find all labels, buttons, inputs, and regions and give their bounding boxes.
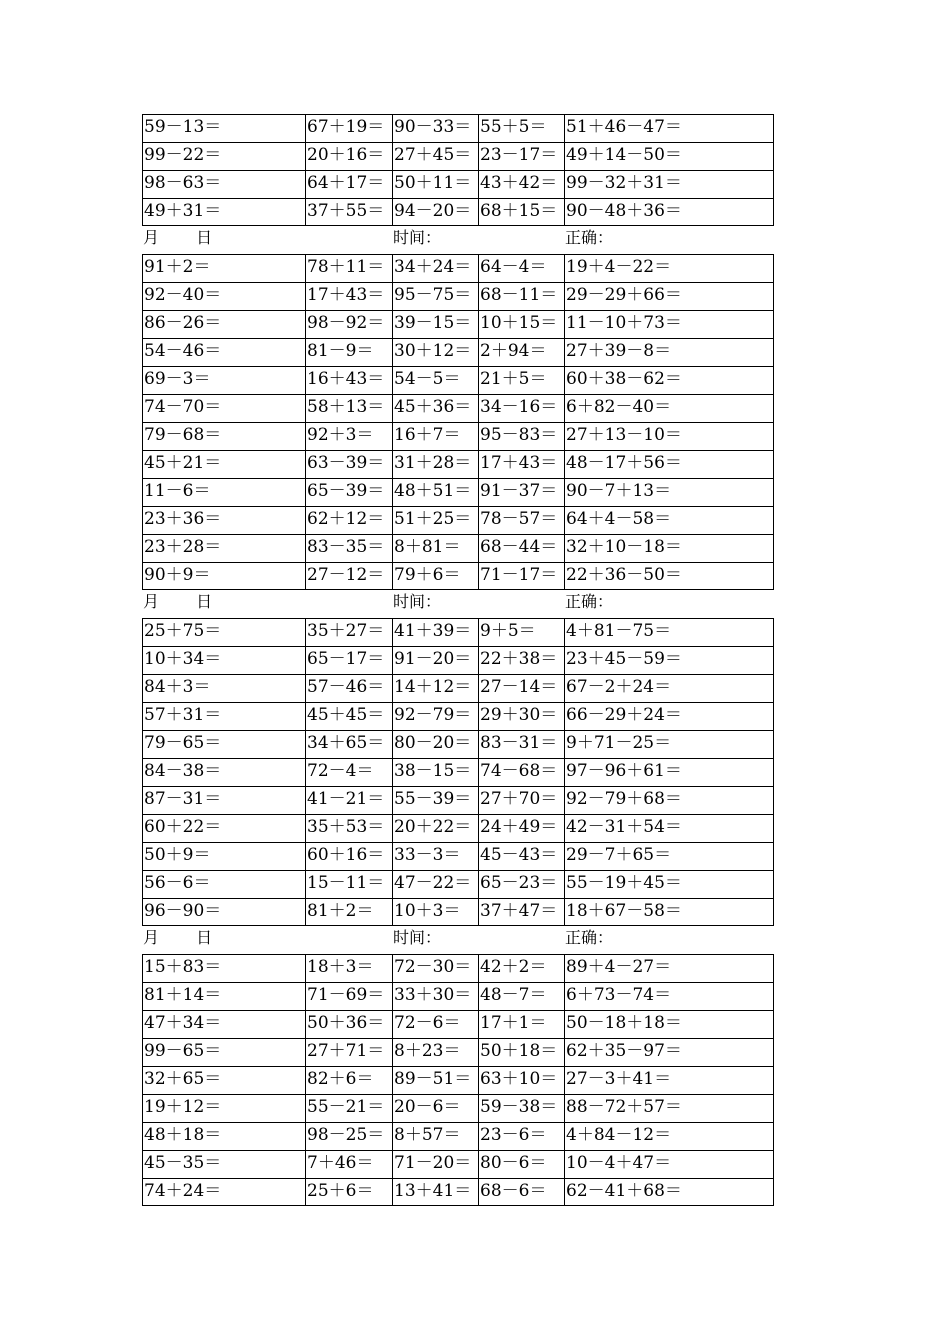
problem-table (142, 618, 776, 926)
problem-cell: 90－33＝ (392, 114, 478, 142)
problem-cell: 71－69＝ (305, 982, 392, 1010)
problem-cell: 92－79＝ (392, 702, 478, 730)
problem-row (142, 702, 776, 730)
problem-cell: 64－4＝ (478, 254, 564, 282)
problem-cell: 35＋53＝ (305, 814, 392, 842)
time-label: 时间： (393, 928, 442, 947)
spacer (478, 226, 564, 254)
problem-cell: 22＋38＝ (478, 646, 564, 674)
problem-cell: 45＋36＝ (392, 394, 478, 422)
problem-row (142, 1150, 776, 1178)
problem-table (142, 954, 776, 1206)
problem-cell: 68－44＝ (478, 534, 564, 562)
problem-cell: 27＋13－10＝ (564, 422, 774, 450)
problem-cell: 11－6＝ (142, 478, 305, 506)
problem-cell: 13＋41＝ (392, 1178, 478, 1206)
problem-row (142, 814, 776, 842)
problem-cell: 23＋45－59＝ (564, 646, 774, 674)
problem-cell: 23＋36＝ (142, 506, 305, 534)
problem-row (142, 786, 776, 814)
problem-cell: 97－96＋61＝ (564, 758, 774, 786)
problem-cell: 67＋19＝ (305, 114, 392, 142)
problem-cell: 20＋22＝ (392, 814, 478, 842)
problem-cell: 20－6＝ (392, 1094, 478, 1122)
problem-cell: 10－4＋47＝ (564, 1150, 774, 1178)
problem-cell: 48－17＋56＝ (564, 450, 774, 478)
problem-cell: 29－7＋65＝ (564, 842, 774, 870)
problem-cell: 81＋2＝ (305, 898, 392, 926)
problem-cell: 68＋15＝ (478, 198, 564, 226)
problem-table (142, 254, 776, 590)
problem-cell: 72－4＝ (305, 758, 392, 786)
problem-row (142, 1094, 776, 1122)
problem-row (142, 478, 776, 506)
problem-cell: 18＋67－58＝ (564, 898, 774, 926)
problem-row (142, 394, 776, 422)
problem-cell: 92－40＝ (142, 282, 305, 310)
problem-row (142, 170, 776, 198)
problem-cell: 17＋1＝ (478, 1010, 564, 1038)
problem-cell: 23－17＝ (478, 142, 564, 170)
problem-cell: 41－21＝ (305, 786, 392, 814)
problem-cell: 71－17＝ (478, 562, 564, 590)
problem-cell: 14＋12＝ (392, 674, 478, 702)
problem-cell: 4＋81－75＝ (564, 618, 774, 646)
problem-cell: 51＋25＝ (392, 506, 478, 534)
problem-row (142, 1010, 776, 1038)
problem-cell: 27－14＝ (478, 674, 564, 702)
problem-row (142, 338, 776, 366)
problem-cell: 86－26＝ (142, 310, 305, 338)
problem-row (142, 1122, 776, 1150)
problem-cell: 63＋10＝ (478, 1066, 564, 1094)
problem-cell: 43＋42＝ (478, 170, 564, 198)
problem-row (142, 534, 776, 562)
problem-cell: 62＋35－97＝ (564, 1038, 774, 1066)
problem-cell: 31＋28＝ (392, 450, 478, 478)
problem-row (142, 422, 776, 450)
problem-cell: 80－6＝ (478, 1150, 564, 1178)
problem-cell: 41＋39＝ (392, 618, 478, 646)
problem-cell: 45－43＝ (478, 842, 564, 870)
problem-cell: 55＋5＝ (478, 114, 564, 142)
problem-cell: 49＋14－50＝ (564, 142, 774, 170)
date-label: 月 日 (143, 592, 213, 611)
problem-cell: 50－18＋18＝ (564, 1010, 774, 1038)
problem-cell: 54－46＝ (142, 338, 305, 366)
problem-cell: 48＋18＝ (142, 1122, 305, 1150)
problem-cell: 20＋16＝ (305, 142, 392, 170)
time-label: 时间： (393, 592, 442, 611)
problem-cell: 27＋70＝ (478, 786, 564, 814)
problem-cell: 92＋3＝ (305, 422, 392, 450)
problem-cell: 98－25＝ (305, 1122, 392, 1150)
problem-cell: 16＋43＝ (305, 366, 392, 394)
problem-cell: 95－83＝ (478, 422, 564, 450)
problem-cell: 55－39＝ (392, 786, 478, 814)
problem-cell: 56－6＝ (142, 870, 305, 898)
problem-cell: 64＋17＝ (305, 170, 392, 198)
problem-cell: 74－70＝ (142, 394, 305, 422)
problem-row (142, 310, 776, 338)
problem-cell: 9＋5＝ (478, 618, 564, 646)
problem-cell: 27＋45＝ (392, 142, 478, 170)
problem-cell: 22＋36－50＝ (564, 562, 774, 590)
problem-cell: 58＋13＝ (305, 394, 392, 422)
problem-row (142, 1066, 776, 1094)
problem-cell: 6＋82－40＝ (564, 394, 774, 422)
spacer (305, 226, 392, 254)
problem-cell: 34＋65＝ (305, 730, 392, 758)
problem-cell: 10＋15＝ (478, 310, 564, 338)
problem-cell: 79＋6＝ (392, 562, 478, 590)
problem-cell: 51＋46－47＝ (564, 114, 774, 142)
problem-cell: 59－13＝ (142, 114, 305, 142)
problem-cell: 84－38＝ (142, 758, 305, 786)
problem-cell: 33＋30＝ (392, 982, 478, 1010)
problem-cell: 88－72＋57＝ (564, 1094, 774, 1122)
problem-cell: 90＋9＝ (142, 562, 305, 590)
problem-cell: 49＋31＝ (142, 198, 305, 226)
problem-cell: 91－20＝ (392, 646, 478, 674)
problem-cell: 90－7＋13＝ (564, 478, 774, 506)
problem-cell: 89－51＝ (392, 1066, 478, 1094)
problem-cell: 68－6＝ (478, 1178, 564, 1206)
problem-cell: 48＋51＝ (392, 478, 478, 506)
problem-cell: 33－3＝ (392, 842, 478, 870)
problem-cell: 80－20＝ (392, 730, 478, 758)
problem-cell: 64＋4－58＝ (564, 506, 774, 534)
problem-cell: 15＋83＝ (142, 954, 305, 982)
problem-cell: 91－37＝ (478, 478, 564, 506)
problem-row (142, 114, 776, 142)
problem-cell: 50＋18＝ (478, 1038, 564, 1066)
problem-cell: 66－29＋24＝ (564, 702, 774, 730)
problem-cell: 25＋6＝ (305, 1178, 392, 1206)
problem-cell: 39－15＝ (392, 310, 478, 338)
problem-row (142, 1178, 776, 1206)
problem-cell: 50＋9＝ (142, 842, 305, 870)
problem-row (142, 506, 776, 534)
problem-cell: 8＋57＝ (392, 1122, 478, 1150)
problem-cell: 81＋14＝ (142, 982, 305, 1010)
correct-label: 正确： (565, 228, 614, 247)
problem-cell: 23－6＝ (478, 1122, 564, 1150)
problem-cell: 59－38＝ (478, 1094, 564, 1122)
problem-cell: 78＋11＝ (305, 254, 392, 282)
problem-cell: 34－16＝ (478, 394, 564, 422)
problem-row (142, 366, 776, 394)
problem-cell: 25＋75＝ (142, 618, 305, 646)
date-label: 月 日 (143, 228, 213, 247)
problem-row (142, 198, 776, 226)
problem-cell: 42＋2＝ (478, 954, 564, 982)
problem-row (142, 450, 776, 478)
problem-cell: 50＋36＝ (305, 1010, 392, 1038)
problem-cell: 57－46＝ (305, 674, 392, 702)
problem-cell: 63－39＝ (305, 450, 392, 478)
problem-cell: 78－57＝ (478, 506, 564, 534)
problem-cell: 81－9＝ (305, 338, 392, 366)
spacer (478, 590, 564, 618)
problem-cell: 98－92＝ (305, 310, 392, 338)
problem-cell: 69－3＝ (142, 366, 305, 394)
problem-cell: 37＋55＝ (305, 198, 392, 226)
problem-cell: 92－79＋68＝ (564, 786, 774, 814)
problem-cell: 48－7＝ (478, 982, 564, 1010)
spacer (478, 926, 564, 954)
time-label: 时间： (393, 228, 442, 247)
problem-row (142, 1038, 776, 1066)
record-line (142, 926, 776, 954)
problem-cell: 96－90＝ (142, 898, 305, 926)
problem-cell: 91＋2＝ (142, 254, 305, 282)
problem-cell: 65－17＝ (305, 646, 392, 674)
problem-cell: 21＋5＝ (478, 366, 564, 394)
problem-cell: 11－10＋73＝ (564, 310, 774, 338)
correct-label: 正确： (565, 928, 614, 947)
problem-cell: 30＋12＝ (392, 338, 478, 366)
problem-cell: 27＋39－8＝ (564, 338, 774, 366)
problem-cell: 10＋3＝ (392, 898, 478, 926)
record-line (142, 226, 776, 254)
problem-cell: 55－21＝ (305, 1094, 392, 1122)
problem-cell: 62－41＋68＝ (564, 1178, 774, 1206)
problem-cell: 99－22＝ (142, 142, 305, 170)
problem-cell: 42－31＋54＝ (564, 814, 774, 842)
problem-cell: 29＋30＝ (478, 702, 564, 730)
problem-cell: 4＋84－12＝ (564, 1122, 774, 1150)
problem-cell: 79－68＝ (142, 422, 305, 450)
problem-cell: 98－63＝ (142, 170, 305, 198)
problem-cell: 27－3＋41＝ (564, 1066, 774, 1094)
spacer (305, 590, 392, 618)
problem-cell: 32＋65＝ (142, 1066, 305, 1094)
problem-cell: 83－31＝ (478, 730, 564, 758)
problem-cell: 94－20＝ (392, 198, 478, 226)
problem-cell: 7＋46＝ (305, 1150, 392, 1178)
correct-label: 正确： (565, 592, 614, 611)
problem-cell: 34＋24＝ (392, 254, 478, 282)
problem-cell: 47＋34＝ (142, 1010, 305, 1038)
problem-cell: 45－35＝ (142, 1150, 305, 1178)
problem-cell: 19＋4－22＝ (564, 254, 774, 282)
problem-cell: 18＋3＝ (305, 954, 392, 982)
problem-row (142, 618, 776, 646)
problem-row (142, 870, 776, 898)
problem-row (142, 758, 776, 786)
problem-cell: 95－75＝ (392, 282, 478, 310)
problem-row (142, 842, 776, 870)
problem-row (142, 982, 776, 1010)
problem-cell: 65－23＝ (478, 870, 564, 898)
problem-cell: 2＋94＝ (478, 338, 564, 366)
problem-cell: 27＋71＝ (305, 1038, 392, 1066)
problem-cell: 55－19＋45＝ (564, 870, 774, 898)
problem-cell: 72－30＝ (392, 954, 478, 982)
spacer (305, 926, 392, 954)
problem-cell: 23＋28＝ (142, 534, 305, 562)
problem-cell: 38－15＝ (392, 758, 478, 786)
problem-cell: 67－2＋24＝ (564, 674, 774, 702)
problem-cell: 71－20＝ (392, 1150, 478, 1178)
worksheet (142, 114, 776, 1206)
problem-cell: 99－32＋31＝ (564, 170, 774, 198)
problem-table (142, 114, 776, 226)
problem-cell: 60＋38－62＝ (564, 366, 774, 394)
problem-cell: 79－65＝ (142, 730, 305, 758)
problem-cell: 54－5＝ (392, 366, 478, 394)
problem-cell: 35＋27＝ (305, 618, 392, 646)
problem-cell: 9＋71－25＝ (564, 730, 774, 758)
problem-cell: 68－11＝ (478, 282, 564, 310)
problem-cell: 60＋16＝ (305, 842, 392, 870)
problem-cell: 87－31＝ (142, 786, 305, 814)
problem-cell: 16＋7＝ (392, 422, 478, 450)
problem-cell: 83－35＝ (305, 534, 392, 562)
problem-cell: 8＋81＝ (392, 534, 478, 562)
problem-cell: 47－22＝ (392, 870, 478, 898)
problem-cell: 90－48＋36＝ (564, 198, 774, 226)
problem-cell: 27－12＝ (305, 562, 392, 590)
record-line (142, 590, 776, 618)
problem-cell: 29－29＋66＝ (564, 282, 774, 310)
problem-cell: 8＋23＝ (392, 1038, 478, 1066)
problem-cell: 17＋43＝ (478, 450, 564, 478)
problem-cell: 74＋24＝ (142, 1178, 305, 1206)
problem-cell: 45＋45＝ (305, 702, 392, 730)
problem-row (142, 646, 776, 674)
problem-cell: 57＋31＝ (142, 702, 305, 730)
problem-cell: 62＋12＝ (305, 506, 392, 534)
problem-cell: 60＋22＝ (142, 814, 305, 842)
problem-cell: 15－11＝ (305, 870, 392, 898)
problem-cell: 84＋3＝ (142, 674, 305, 702)
problem-cell: 74－68＝ (478, 758, 564, 786)
problem-row (142, 730, 776, 758)
problem-cell: 32＋10－18＝ (564, 534, 774, 562)
problem-row (142, 674, 776, 702)
problem-cell: 24＋49＝ (478, 814, 564, 842)
problem-cell: 37＋47＝ (478, 898, 564, 926)
problem-cell: 19＋12＝ (142, 1094, 305, 1122)
problem-row (142, 562, 776, 590)
problem-cell: 45＋21＝ (142, 450, 305, 478)
problem-cell: 10＋34＝ (142, 646, 305, 674)
problem-cell: 65－39＝ (305, 478, 392, 506)
problem-row (142, 954, 776, 982)
problem-cell: 6＋73－74＝ (564, 982, 774, 1010)
problem-row (142, 142, 776, 170)
problem-cell: 99－65＝ (142, 1038, 305, 1066)
problem-cell: 89＋4－27＝ (564, 954, 774, 982)
problem-row (142, 282, 776, 310)
problem-cell: 72－6＝ (392, 1010, 478, 1038)
date-label: 月 日 (143, 928, 213, 947)
problem-cell: 50＋11＝ (392, 170, 478, 198)
problem-row (142, 898, 776, 926)
problem-row (142, 254, 776, 282)
problem-cell: 17＋43＝ (305, 282, 392, 310)
problem-cell: 82＋6＝ (305, 1066, 392, 1094)
